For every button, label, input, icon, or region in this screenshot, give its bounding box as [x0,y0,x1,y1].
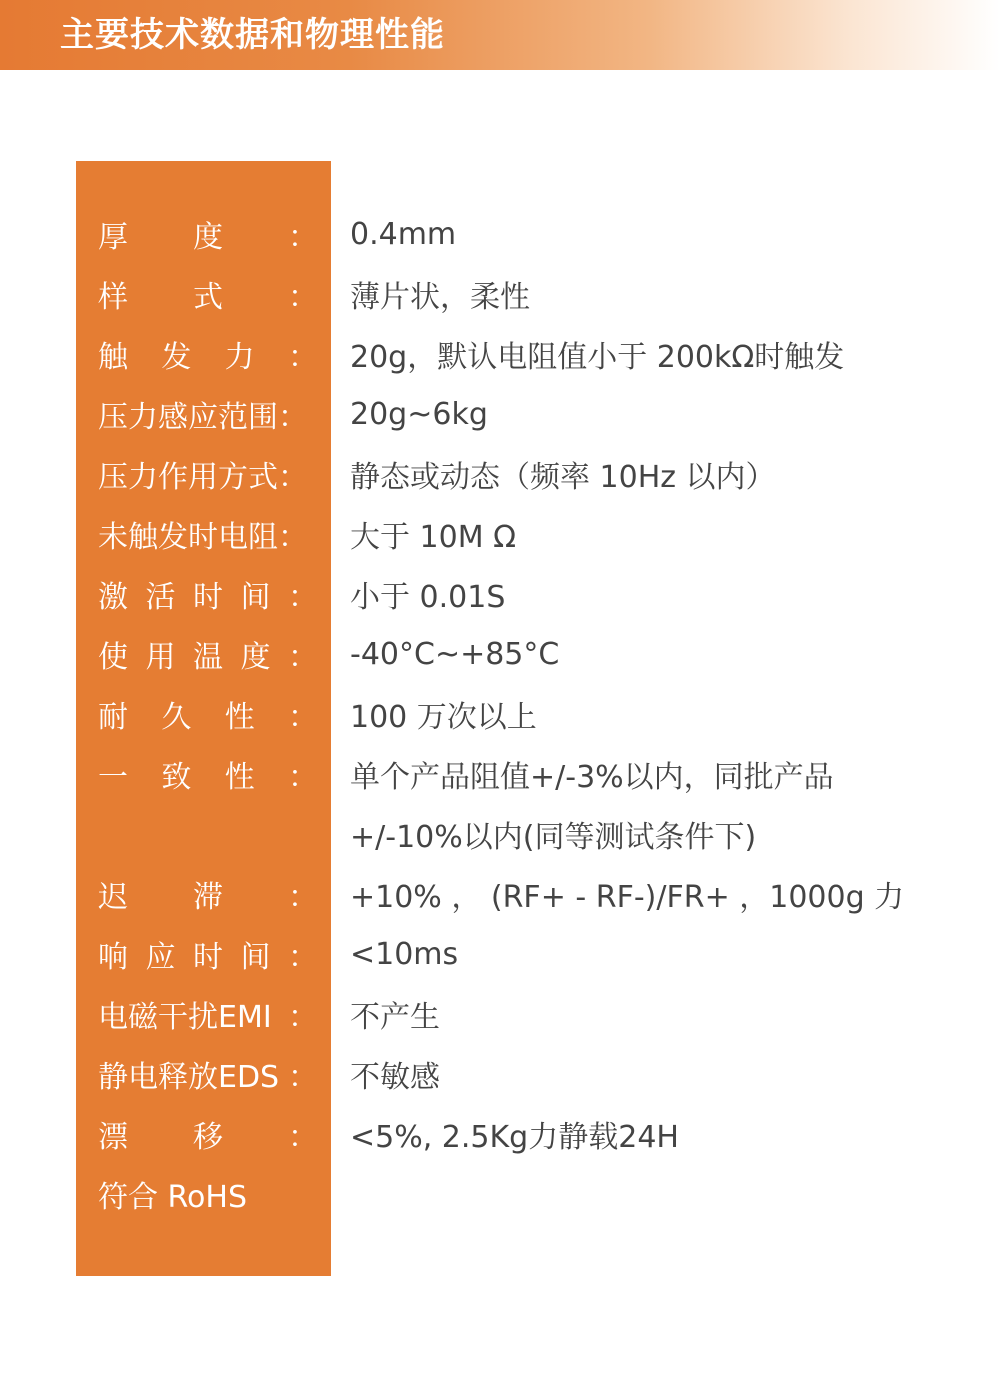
spec-label-part: 厚 [98,220,128,255]
spec-value: <10ms [350,936,459,972]
spec-label-part: 响 [98,940,128,975]
spec-label-part: 迟 [98,880,128,915]
spec-label [98,984,318,1044]
spec-label [98,1044,318,1104]
spec-row [0,504,1000,564]
spec-label-part: 久 [161,700,192,735]
spec-value: 20g，默认电阻值小于 200kΩ时触发 [350,340,845,375]
spec-row [0,1044,1000,1104]
spec-label-part: 力 [224,340,255,375]
spec-value: 不敏感 [350,1060,440,1095]
spec-label-part: ： [288,1120,318,1155]
spec-value: 20g~6kg [350,396,488,432]
spec-row [0,444,1000,504]
spec-label-part: 样 [98,280,128,315]
spec-label-part: 性 [224,760,255,795]
spec-row [0,744,1000,804]
spec-row [0,1104,1000,1164]
spec-label-part: 压力感应范围： [98,400,308,435]
spec-row [0,564,1000,624]
spec-label-part: ： [288,640,318,675]
spec-label-part: 激 [98,580,128,615]
spec-label [98,204,318,264]
spec-label-part: 使 [98,640,128,675]
spec-label [98,624,318,684]
spec-label-part: 滞 [193,880,223,915]
spec-label-part: ： [287,700,318,735]
spec-label-part: 发 [161,340,192,375]
spec-value: -40°C~+85°C [350,636,560,672]
spec-row [0,624,1000,684]
spec-label-part: 时 [193,580,223,615]
spec-value: 100 万次以上 [350,700,537,735]
spec-label [98,924,318,984]
spec-label-part: 触 [98,340,128,375]
spec-value: +10% ， (RF+ - RF-)/FR+ ，1000g 力 [350,880,905,915]
spec-label [98,444,318,504]
spec-value: <5%, 2.5Kg力静载24H [350,1120,679,1155]
spec-label-part: 间 [240,580,271,615]
spec-row [0,204,1000,264]
spec-row [0,924,1000,984]
spec-label-part: 性 [224,700,255,735]
spec-value: 大于 10M Ω [350,520,517,555]
spec-label-part: 漂 [98,1120,128,1155]
spec-label-part: ： [288,1000,318,1035]
spec-value: 单个产品阻值+/-3%以内，同批产品 [350,760,834,795]
spec-value: 不产生 [350,1000,440,1035]
spec-label-part: ： [288,580,318,615]
spec-label-part: 移 [193,1120,223,1155]
spec-label [98,1104,318,1164]
spec-row [0,804,1000,864]
spec-label-part: 应 [145,940,176,975]
spec-label [98,264,318,324]
spec-label [98,744,318,804]
spec-value: 0.4mm [350,216,457,252]
spec-label-part: 时 [193,940,223,975]
spec-label-part: 未触发时电阻： [98,520,308,555]
spec-label-part: ： [288,280,318,315]
spec-value: +/-10%以内(同等测试条件下) [350,820,757,855]
spec-label [98,684,318,744]
spec-label-part: 压力作用方式： [98,460,308,495]
spec-value: 薄片状，柔性 [350,280,530,315]
spec-row [0,684,1000,744]
spec-label [98,324,318,384]
spec-label-part: 符合 RoHS [98,1180,247,1215]
spec-label-part: ： [288,940,318,975]
spec-table [0,204,1000,1224]
spec-label-part: ： [288,1060,318,1095]
spec-label-part: 温 [193,640,223,675]
spec-label-part: 电磁干扰EMI [98,1000,272,1035]
spec-value: 静态或动态（频率 10Hz 以内） [350,460,776,495]
spec-label [98,864,318,924]
spec-row [0,1164,1000,1224]
spec-label-part: ： [288,220,318,255]
spec-label-part: 致 [161,760,192,795]
spec-label [98,564,318,624]
spec-label [98,504,318,564]
spec-label-part: 度 [240,640,271,675]
page-title: 主要技术数据和物理性能 [60,15,445,55]
spec-row [0,864,1000,924]
header-banner [0,0,1000,70]
spec-row [0,264,1000,324]
spec-value: 小于 0.01S [350,580,506,615]
spec-row [0,324,1000,384]
spec-label-part: ： [287,340,318,375]
spec-label-part: ： [287,760,318,795]
spec-label-part: ： [288,880,318,915]
spec-label [98,384,318,444]
spec-label-part: 耐 [98,700,128,735]
spec-label-part: 间 [240,940,271,975]
spec-label-part: 用 [145,640,176,675]
spec-label-part: 一 [98,760,128,795]
spec-label [98,804,318,864]
spec-row [0,984,1000,1044]
spec-row [0,384,1000,444]
spec-label-part: 静电释放EDS [98,1060,280,1095]
spec-label-part: 活 [145,580,176,615]
spec-label-part: 度 [193,220,223,255]
spec-label [98,1164,318,1224]
spec-label-part: 式 [193,280,223,315]
